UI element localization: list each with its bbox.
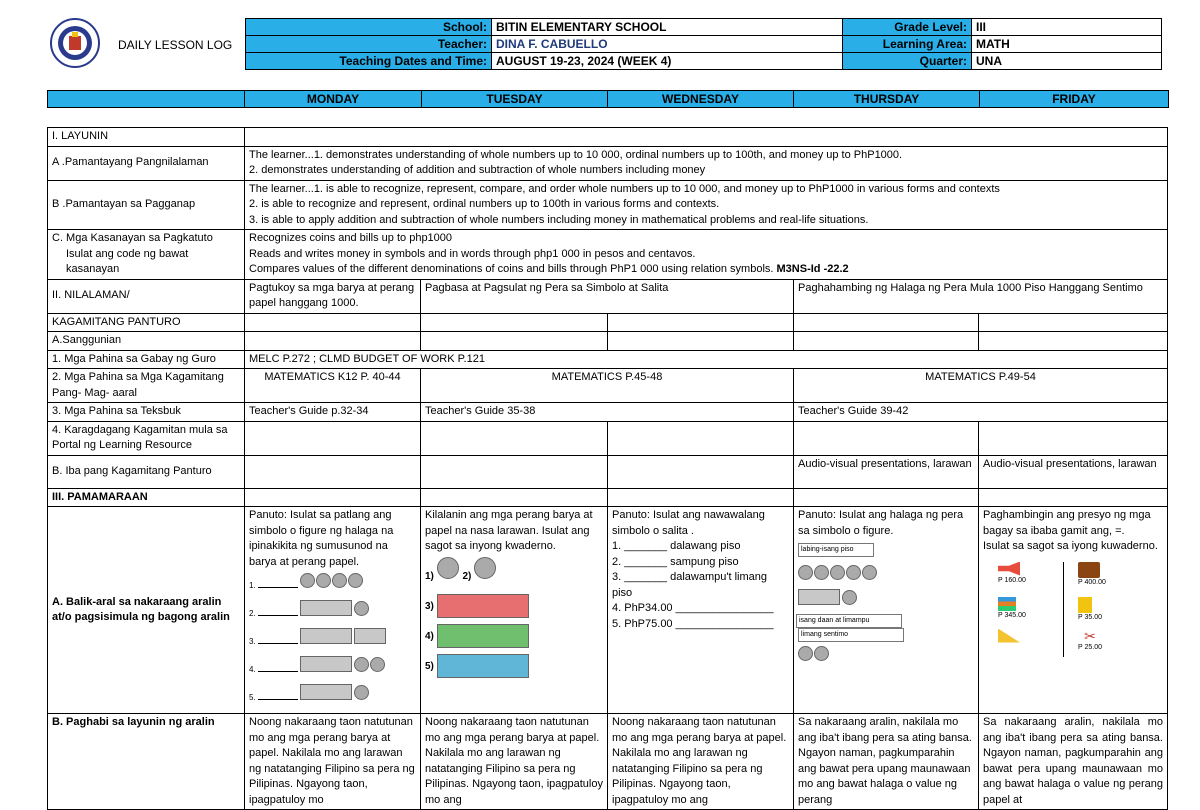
grade-value: III: [972, 19, 1162, 36]
wed-instruction: Panuto: Isulat ang nawawalang simbolo o salita .: [612, 509, 765, 537]
megaphone-icon: [998, 562, 1020, 576]
row-label-iba-pang: B. Iba pang Kagamitang Panturo: [48, 455, 245, 488]
mon-item: 1.: [249, 572, 416, 600]
row-label-gabay: 1. Mga Pahina sa Gabay ng Guro: [48, 350, 245, 369]
row-label-teksbuk: 3. Mga Pahina sa Teksbuk: [48, 403, 245, 422]
dates-value: AUGUST 19-23, 2024 (WEEK 4): [492, 53, 843, 70]
wed-item-3: 3. _______ dalawampu't limang piso: [612, 571, 767, 599]
kagamitang-tue-wed: MATEMATICS P.45-48: [421, 369, 794, 403]
area-label: Learning Area:: [843, 36, 972, 53]
tue-item-num: 2): [462, 570, 472, 582]
row-label-kagamitan: KAGAMITANG PANTURO: [48, 313, 245, 332]
teacher-value: DINA F. CABUELLO: [492, 36, 843, 53]
row-label-sanggunian: A.Sanggunian: [48, 332, 245, 351]
pangnilalaman-cell: [245, 146, 1168, 180]
price-label: P 345.00: [998, 611, 1026, 619]
divider: [1063, 562, 1064, 657]
day-friday: FRIDAY: [980, 91, 1169, 108]
tue-item-num: 3): [425, 600, 434, 612]
teksbuk-tue-wed: Teacher's Guide 35-38: [421, 403, 794, 422]
balik-aral-thursday-text: Panuto: Isulat ang halaga ng pera sa simbolo o figure.: [798, 509, 964, 537]
mon-item: 4.: [249, 656, 416, 684]
iba-pang-friday: Audio-visual presentations, larawan: [979, 455, 1168, 488]
kasanayan-text-1: Recognizes coins and bills up to php1000: [249, 232, 453, 244]
balik-aral-friday-text-1: Paghambingin ang presyo ng mga bagay sa ibaba gamit ang, =.: [983, 509, 1151, 537]
tue-item-num: 1): [425, 570, 434, 582]
thursday-money-image: [798, 543, 974, 683]
thu-box: labing-isang piso: [798, 543, 874, 557]
nilalaman-tue-wed: Pagbasa at Pagsulat ng Pera sa Simbolo at Salita: [421, 279, 794, 313]
dates-label: Teaching Dates and Time:: [246, 53, 492, 70]
teksbuk-monday: Teacher's Guide p.32-34: [245, 403, 421, 422]
wed-item-5: 5. PhP75.00 ________________: [612, 617, 774, 630]
items-price-image: [983, 557, 1163, 667]
price-label: P 25.00: [1078, 643, 1103, 651]
day-monday: MONDAY: [245, 91, 422, 108]
balik-aral-wednesday: [608, 507, 794, 714]
pagganap-text-2: 2. is able to recognize and represent, ordinal numbers up to 100th in various forms and contexts.: [249, 198, 720, 210]
mon-item: 5.: [249, 684, 416, 712]
row-label-kasanayan: [48, 230, 245, 280]
days-header-bar: [47, 90, 1169, 108]
balik-aral-thursday: [794, 507, 979, 714]
header-info-table: [245, 18, 1162, 70]
row-label-paghabi: B. Paghabi sa layunin ng aralin: [48, 714, 245, 810]
books-icon: [998, 597, 1016, 611]
notebook-icon: [1078, 597, 1092, 613]
kasanayan-label-1: C. Mga Kasanayan sa Pagkatuto: [52, 232, 213, 244]
pangnilalaman-text-1: The learner...1. demonstrates understanding of whole numbers up to 10 000, ordinal numbers up to 100th, and money up to PhP1000.: [249, 148, 903, 161]
kasanayan-label-2: Isulat ang code ng bawat kasanayan: [66, 247, 189, 275]
school-value: BITIN ELEMENTARY SCHOOL: [492, 19, 843, 36]
price-label: P 160.00: [998, 576, 1026, 584]
row-label-kagamitang-pang: 2. Mga Pahina sa Mga Kagamitang Pang- Mag- aaral: [48, 369, 245, 403]
row-label-karagdagang: 4. Karagdagang Kagamitan mula sa Portal ng Learning Resource: [48, 421, 245, 455]
balik-aral-tuesday-text: Kilalanin ang mga perang barya at papel na nasa larawan. Isulat ang sagot sa inyong kwaderno.: [425, 509, 593, 552]
mon-item: 3.: [249, 628, 416, 656]
price-label: P 400.00: [1078, 578, 1106, 586]
teksbuk-thu-fri: Teacher's Guide 39-42: [794, 403, 1168, 422]
lesson-log-table: [47, 127, 1168, 810]
kasanayan-cell: [245, 230, 1168, 280]
paghabi-thursday: Sa nakaraang aralin, nakilala mo ang iba't ibang pera sa ating bansa. Ngayon naman, pagkumparahin ang bawat pera upang maunawaan mo ang bawat halaga o value ng perang: [794, 714, 979, 810]
row-label-pagganap: B .Pamantayan sa Pagganap: [48, 180, 245, 230]
nilalaman-monday: Pagtukoy sa mga barya at perang papel hanggang 1000.: [245, 279, 421, 313]
triangle-ruler-icon: [998, 629, 1020, 643]
price-label: P 35.00: [1078, 613, 1103, 621]
kasanayan-text-3: [249, 262, 1163, 278]
nilalaman-thu-fri: Paghahambing ng Halaga ng Pera Mula 1000 Piso Hanggang Sentimo: [794, 279, 1168, 313]
row-label-nilalaman: II. NILALAMAN/: [48, 279, 245, 313]
mon-item: 2.: [249, 600, 416, 628]
quarter-value: UNA: [972, 53, 1162, 70]
paghabi-monday: Noong nakaraang taon natutunan mo ang mga perang barya at papel. Nakilala mo ang larawan ng natatanging Filipino sa pera ng Pilipinas. Ngayong taon, ipagpatuloy mo: [245, 714, 421, 810]
balik-aral-monday: [245, 507, 421, 714]
paghabi-friday: Sa nakaraang aralin, nakilala mo ang iba't ibang pera sa ating bansa. Ngayon naman, pagkumparahin ang bawat pera upang maunawaan mo ang bawat halaga o value ng perang papel at: [979, 714, 1168, 810]
row-label-pamamaraan: III. PAMAMARAAN: [48, 488, 245, 507]
document-title: DAILY LESSON LOG: [118, 38, 233, 52]
tue-item-num: 5): [425, 660, 434, 672]
teacher-label: Teacher:: [246, 36, 492, 53]
wed-item-4: 4. PhP34.00 ________________: [612, 602, 774, 614]
pagganap-text-3: 3. is able to apply addition and subtraction of whole numbers including money in mathematical problems and real-life situations.: [249, 213, 869, 226]
iba-pang-thursday: Audio-visual presentations, larawan: [794, 455, 979, 488]
paghabi-tuesday: Noong nakaraang taon natutunan mo ang mga perang barya at papel. Nakilala mo ang larawan ng natatanging Filipino sa pera ng Pilipinas. Ngayong taon, ipagpatuloy mo ang: [421, 714, 608, 810]
gabay-cell: MELC P.272 ; CLMD BUDGET OF WORK P.121: [245, 350, 1168, 369]
pagganap-cell: [245, 180, 1168, 230]
balik-aral-friday: [979, 507, 1168, 714]
wed-item-1: 1. _______ dalawang piso: [612, 540, 741, 552]
scissors-icon: ✂: [1084, 627, 1096, 644]
kagamitang-monday: MATEMATICS K12 P. 40-44: [245, 369, 421, 403]
balik-aral-friday-text-2: Isulat sa sagot sa iyong kuwaderno.: [983, 540, 1158, 552]
area-value: MATH: [972, 36, 1162, 53]
kasanayan-text-3a: Compares values of the different denominations of coins and bills through PhP1 000 using relation symbols.: [249, 263, 774, 275]
paghabi-wednesday: Noong nakaraang taon natutunan mo ang mga perang barya at papel. Nakilala mo ang larawan ng natatanging Filipino sa pera ng Pilipinas. Ngayong taon, ipagpatuloy mo ang: [608, 714, 794, 810]
pagganap-text-1: The learner...1. is able to recognize, represent, compare, and order whole numbers up to 10 000, and money up to PhP1000 in various forms and contexts: [249, 182, 1000, 195]
balik-aral-monday-text: Panuto: Isulat sa patlang ang simbolo o figure ng halaga na ipinakikita ng sumusunod na barya at perang papel.: [249, 509, 394, 568]
briefcase-icon: [1078, 562, 1100, 578]
wed-item-2: 2. _______ sampung piso: [612, 555, 739, 568]
thu-box: limang sentimo: [798, 628, 904, 642]
row-label-layunin: I. LAYUNIN: [48, 128, 245, 147]
day-wednesday: WEDNESDAY: [608, 91, 794, 108]
money-worksheet-image: [249, 572, 416, 712]
school-label: School:: [246, 19, 492, 36]
day-tuesday: TUESDAY: [422, 91, 608, 108]
day-thursday: THURSDAY: [794, 91, 980, 108]
deped-seal-logo: [50, 18, 100, 68]
row-label-pangnilalaman: A .Pamantayang Pangnilalaman: [48, 146, 245, 180]
peso-bills-image: [425, 557, 603, 697]
grade-label: Grade Level:: [843, 19, 972, 36]
kasanayan-code: M3NS-Id -22.2: [776, 263, 849, 275]
row-label-balik-aral: A. Balik-aral sa nakaraang aralin at/o pagsisimula ng bagong aralin: [48, 507, 245, 714]
pangnilalaman-text-2: 2. demonstrates understanding of addition and subtraction of whole numbers including money: [249, 164, 706, 176]
quarter-label: Quarter:: [843, 53, 972, 70]
kagamitang-thu-fri: MATEMATICS P.49-54: [794, 369, 1168, 403]
tue-item-num: 4): [425, 630, 434, 642]
balik-aral-tuesday: [421, 507, 608, 714]
thu-box: isang daan at limampu: [796, 614, 902, 628]
days-blank: [48, 91, 245, 108]
kasanayan-text-2: Reads and writes money in symbols and in words through php1 000 in pesos and centavos.: [249, 247, 696, 260]
